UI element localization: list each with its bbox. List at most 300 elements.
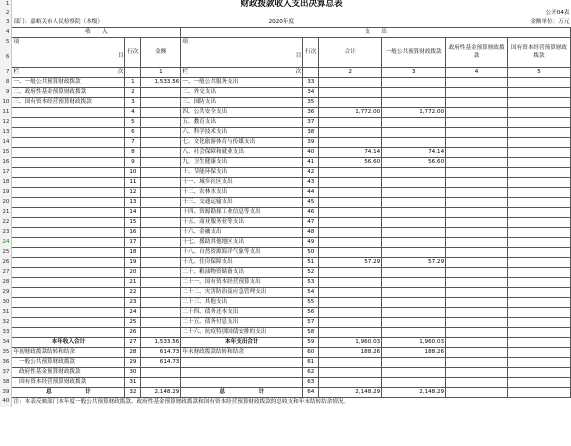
income-line: 24 [125,307,141,317]
expense-fund [446,347,508,357]
ci-label: 次 [117,68,124,75]
note-row [0,397,571,407]
income-item [12,247,125,257]
table-row [0,337,571,347]
expense-item: 二十三、其他支出 [181,297,303,307]
expense-general [382,167,446,177]
expense-total [319,277,382,287]
expense-line: 41 [303,157,319,167]
expense-soe [508,167,571,177]
expense-fund [446,247,508,257]
income-line: 25 [125,317,141,327]
income-line: 22 [125,287,141,297]
income-item [12,227,125,237]
expense-header: 支 出 [181,28,571,38]
income-line: 11 [125,177,141,187]
expense-item: 二十二、灾害防治及应急管理支出 [181,287,303,297]
expense-general [382,87,446,97]
table-row [0,347,571,357]
expense-general [382,317,446,327]
expense-line: 40 [303,147,319,157]
income-amount [141,127,181,137]
expense-general: 2,148.29 [382,387,446,397]
income-amount [141,257,181,267]
expense-item: 二十五、债务付息支出 [181,317,303,327]
department-label: 部门：嘉峪关市人民检察院（本级） [13,19,103,25]
expense-item: 九、卫生健康支出 [181,157,303,167]
expense-item: 十六、金融支出 [181,227,303,237]
table-row [0,307,571,317]
expense-item: 年末财政拨款结转和结余 [181,347,303,357]
row-number: 18 [0,177,12,187]
income-item: 二、政府性基金预算财政拨款 [12,87,125,97]
income-item: 总 计 [12,387,125,397]
income-amount [141,277,181,287]
table-row [0,97,571,107]
expense-line: 35 [303,97,319,107]
expense-general: 56.60 [382,157,446,167]
lan-label: 栏 [13,68,20,75]
expense-general [382,277,446,287]
income-line: 20 [125,267,141,277]
expense-line: 62 [303,367,319,377]
hangci-header-right: 行次 [303,38,319,68]
income-amount [141,317,181,327]
expense-item: 十、节能环保支出 [181,167,303,177]
row-number: 29 [0,287,12,297]
expense-general: 1,960.03 [382,337,446,347]
expense-soe [508,257,571,267]
expense-total [319,197,382,207]
expense-item: 五、教育支出 [181,117,303,127]
expense-line: 48 [303,227,319,237]
mu-header: 目 [12,47,125,67]
income-amount [141,87,181,97]
income-line: 5 [125,117,141,127]
expense-soe [508,157,571,167]
expense-general [382,267,446,277]
income-line: 17 [125,237,141,247]
col-index: 1 [141,67,181,77]
expense-line: 43 [303,177,319,187]
expense-soe [508,127,571,137]
col-index: 2 [319,67,382,77]
expense-soe [508,97,571,107]
row-number: 16 [0,157,12,167]
expense-item: 八、社会保障和就业支出 [181,147,303,157]
expense-soe [508,387,571,397]
expense-line: 37 [303,117,319,127]
row-number: 20 [0,197,12,207]
expense-item: 十三、交通运输支出 [181,197,303,207]
expense-soe [508,217,571,227]
income-line: 15 [125,217,141,227]
expense-total [319,187,382,197]
item-header: 项 [12,38,125,48]
income-item: 一般公共预算财政拨款 [12,357,125,367]
income-item [12,127,125,137]
expense-line: 58 [303,327,319,337]
expense-line: 46 [303,207,319,217]
income-line: 31 [125,377,141,387]
income-line: 3 [125,97,141,107]
expense-total: 188.26 [319,347,382,357]
income-amount [141,147,181,157]
unit-label: 金额单位：万元 [530,19,570,25]
expense-fund [446,137,508,147]
expense-soe [508,237,571,247]
expense-item: 三、国防支出 [181,97,303,107]
expense-general [382,237,446,247]
income-item: 一、一般公共预算财政拨款 [12,77,125,87]
income-item [12,277,125,287]
expense-general [382,217,446,227]
income-amount [141,367,181,377]
table-row [0,77,571,87]
row-number: 32 [0,317,12,327]
expense-soe [508,77,571,87]
row-number: 13 [0,127,12,137]
expense-fund [446,157,508,167]
expense-item: 本年支出合计 [181,337,303,347]
income-amount: 1,533.56 [141,337,181,347]
expense-general [382,377,446,387]
expense-line: 49 [303,237,319,247]
expense-fund [446,267,508,277]
income-line: 9 [125,157,141,167]
table-row [0,267,571,277]
income-item [12,157,125,167]
expense-soe [508,107,571,117]
income-line: 26 [125,327,141,337]
row-number: 7 [0,67,12,77]
expense-fund [446,77,508,87]
expense-item: 二、外交支出 [181,87,303,97]
row-number: 3 [0,18,12,28]
row-number: 39 [0,387,12,397]
expense-soe [508,317,571,327]
row-number: 37 [0,367,12,377]
expense-general [382,117,446,127]
income-amount [141,107,181,117]
expense-fund [446,237,508,247]
row-number: 30 [0,297,12,307]
expense-line: 64 [303,387,319,397]
expense-line: 38 [303,127,319,137]
expense-total: 1,960.03 [319,337,382,347]
sheet-row [0,0,571,9]
table-row [0,367,571,377]
expense-general [382,187,446,197]
expense-fund [446,107,508,117]
col-index [125,67,141,77]
footnote: 注：本表反映部门本年度一般公共预算财政拨款、政府性基金预算财政拨款和国有资本经营预算财政拨款的总收支和年末结转结余情况。 [13,398,350,405]
expense-total [319,87,382,97]
expense-general [382,97,446,107]
col-index: 4 [446,67,508,77]
income-item [12,237,125,247]
expense-total [319,317,382,327]
expense-fund [446,257,508,267]
row-number: 38 [0,377,12,387]
expense-general [382,357,446,367]
expense-line: 47 [303,217,319,227]
income-amount [141,377,181,387]
expense-fund [446,87,508,97]
expense-total [319,137,382,147]
expense-line: 39 [303,137,319,147]
income-line: 4 [125,107,141,117]
row-number: 28 [0,277,12,287]
row-number: 22 [0,217,12,227]
expense-item: 七、文化旅游体育与传媒支出 [181,137,303,147]
expense-soe [508,327,571,337]
income-item [12,207,125,217]
expense-fund [446,377,508,387]
expense-soe [508,247,571,257]
expense-total [319,177,382,187]
expense-soe [508,297,571,307]
income-line: 7 [125,137,141,147]
expense-fund [446,387,508,397]
expense-fund [446,337,508,347]
income-line: 12 [125,187,141,197]
expense-total [319,307,382,317]
row-number: 6 [0,47,12,67]
expense-total [319,237,382,247]
income-amount: 614.73 [141,357,181,367]
expense-line: 53 [303,277,319,287]
income-item [12,107,125,117]
sheet-row [0,18,571,28]
expense-soe [508,367,571,377]
expense-total [319,117,382,127]
table-row [0,197,571,207]
report-title: 财政拨款收入支出决算总表 [240,0,343,9]
lan-label: 栏 [182,68,188,75]
general-budget-header: 一般公共预算财政拨款 [382,38,446,68]
row-number: 11 [0,107,12,117]
expense-fund [446,187,508,197]
expense-general: 1,772.00 [382,107,446,117]
income-item [12,187,125,197]
income-line: 8 [125,147,141,157]
expense-line: 42 [303,167,319,177]
expense-soe [508,117,571,127]
expense-item: 二十六、抗疫特别国债安排的支出 [181,327,303,337]
expense-fund [446,297,508,307]
income-item [12,297,125,307]
row-number: 19 [0,187,12,197]
expense-soe [508,347,571,357]
expense-total [319,207,382,217]
table-row [0,187,571,197]
income-amount [141,297,181,307]
expense-general [382,327,446,337]
income-line: 21 [125,277,141,287]
expense-total [319,77,382,87]
lan-ci-right [181,67,303,77]
table-row [0,177,571,187]
income-item [12,327,125,337]
expense-line: 55 [303,297,319,307]
expense-line: 59 [303,337,319,347]
income-amount [141,327,181,337]
income-amount [141,197,181,207]
income-line: 6 [125,127,141,137]
expense-soe [508,337,571,347]
expense-item [181,367,303,377]
income-amount: 1,533.56 [141,77,181,87]
row-number: 23 [0,227,12,237]
expense-total [319,217,382,227]
expense-fund [446,227,508,237]
expense-general: 74.14 [382,147,446,157]
expense-general [382,367,446,377]
table-row [0,257,571,267]
expense-item: 十七、援助其他地区支出 [181,237,303,247]
expense-total: 56.60 [319,157,382,167]
income-amount [141,307,181,317]
expense-item: 十四、资源勘探工业信息等支出 [181,207,303,217]
expense-general: 188.26 [382,347,446,357]
income-amount [141,167,181,177]
expense-general [382,287,446,297]
expense-soe [508,87,571,97]
expense-soe [508,147,571,157]
expense-total [319,127,382,137]
amount-header: 金额 [141,38,181,68]
income-item [12,317,125,327]
sheet-row [0,9,571,18]
row-number: 5 [0,38,12,48]
row-number: 24 [0,237,12,247]
expense-item [181,377,303,387]
expense-fund [446,167,508,177]
year-label: 2020年度 [268,19,294,25]
income-amount [141,97,181,107]
income-amount [141,117,181,127]
income-item [12,267,125,277]
income-line: 2 [125,87,141,97]
table-row [0,227,571,237]
income-line: 23 [125,297,141,307]
mu-header-right: 目 [181,47,303,67]
sheet-row [0,38,571,48]
row-number: 4 [0,28,12,38]
expense-general [382,297,446,307]
expense-item: 十二、农林水支出 [181,187,303,197]
expense-fund [446,127,508,137]
row-number: 40 [0,397,12,407]
table-row [0,247,571,257]
table-row [0,107,571,117]
expense-line: 60 [303,347,319,357]
row-number: 2 [0,9,12,18]
expense-fund [446,287,508,297]
income-item [12,257,125,267]
expense-line: 57 [303,317,319,327]
row-number: 25 [0,247,12,257]
income-amount [141,287,181,297]
sheet-row [0,28,571,38]
expense-item: 一、一般公共服务支出 [181,77,303,87]
income-amount [141,237,181,247]
income-amount [141,267,181,277]
row-number: 15 [0,147,12,157]
income-amount [141,217,181,227]
expense-item: 总 计 [181,387,303,397]
income-line: 28 [125,347,141,357]
row-number: 21 [0,207,12,217]
income-amount: 2,148.29 [141,387,181,397]
expense-soe [508,207,571,217]
expense-fund [446,147,508,157]
expense-general: 57.29 [382,257,446,267]
expense-general [382,247,446,257]
expense-soe [508,277,571,287]
expense-soe [508,357,571,367]
table-row [0,127,571,137]
expense-fund [446,317,508,327]
expense-line: 54 [303,287,319,297]
income-item: 国有资本经营预算财政拨款 [12,377,125,387]
income-item: 三、国有资本经营预算财政拨款 [12,97,125,107]
expense-fund [446,177,508,187]
expense-item: 十一、城乡社区支出 [181,177,303,187]
expense-total [319,327,382,337]
income-item [12,147,125,157]
expense-general [382,177,446,187]
row-number: 26 [0,257,12,267]
expense-soe [508,377,571,387]
income-line: 29 [125,357,141,367]
expense-item: 六、科学技术支出 [181,127,303,137]
income-line: 1 [125,77,141,87]
expense-general [382,207,446,217]
expense-total [319,287,382,297]
income-line: 32 [125,387,141,397]
row-number: 27 [0,267,12,277]
expense-total: 2,148.29 [319,387,382,397]
income-line: 30 [125,367,141,377]
income-item: 年初财政拨款结转和结余 [12,347,125,357]
income-amount [141,227,181,237]
row-number: 12 [0,117,12,127]
expense-soe [508,287,571,297]
expense-fund [446,197,508,207]
expense-line: 56 [303,307,319,317]
row-number: 9 [0,87,12,97]
income-line: 18 [125,247,141,257]
expense-item: 二十四、债务还本支出 [181,307,303,317]
table-row [0,317,571,327]
income-amount [141,207,181,217]
expense-line: 33 [303,77,319,87]
expense-total [319,297,382,307]
expense-general [382,127,446,137]
expense-total [319,357,382,367]
expense-line: 34 [303,87,319,97]
expense-general [382,307,446,317]
income-line: 19 [125,257,141,267]
expense-soe [508,137,571,147]
expense-soe [508,307,571,317]
expense-line: 51 [303,257,319,267]
table-row [0,207,571,217]
income-item [12,217,125,227]
expense-line: 36 [303,107,319,117]
